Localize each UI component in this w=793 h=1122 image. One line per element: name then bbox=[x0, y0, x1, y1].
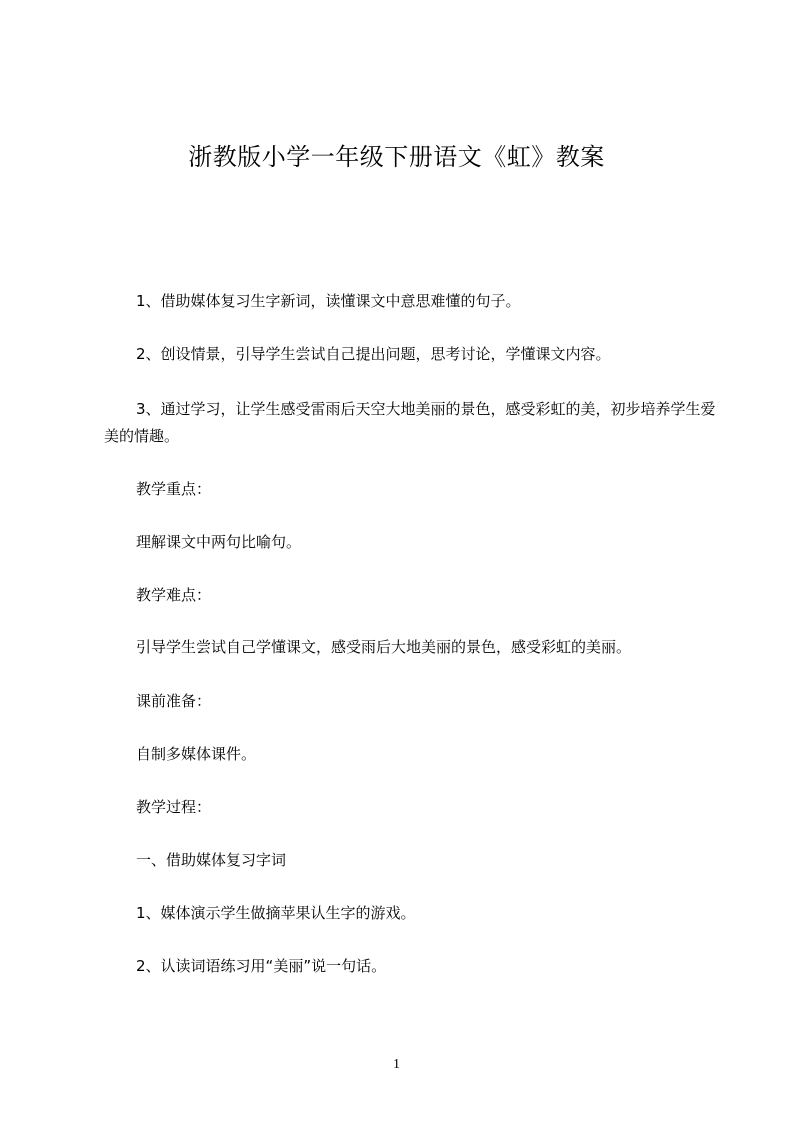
objective-3: 3、通过学习，让学生感受雷雨后天空大地美丽的景色，感受彩虹的美，初步培养学生爱美的情趣。 bbox=[104, 400, 716, 445]
document-title: 浙教版小学一年级下册语文《虹》教案 bbox=[188, 143, 605, 171]
key-points-heading: 教学重点： bbox=[136, 480, 212, 498]
difficulties-text: 引导学生尝试自己学懂课文，感受雨后大地美丽的景色，感受彩虹的美丽。 bbox=[136, 638, 632, 656]
step-2: 2、认读词语练习用“美丽”说一句话。 bbox=[136, 957, 387, 975]
objective-2: 2、创设情景，引导学生尝试自己提出问题，思考讨论，学懂课文内容。 bbox=[136, 345, 611, 363]
preparation-heading: 课前准备： bbox=[136, 692, 212, 710]
process-heading: 教学过程： bbox=[136, 798, 212, 816]
page-number: 1 bbox=[393, 1057, 400, 1072]
section-1-heading: 一、借助媒体复习字词 bbox=[136, 851, 287, 869]
key-points-text: 理解课文中两句比喻句。 bbox=[136, 533, 302, 551]
preparation-text: 自制多媒体课件。 bbox=[136, 745, 257, 763]
objective-1: 1、借助媒体复习生字新词，读懂课文中意思难懂的句子。 bbox=[136, 292, 521, 310]
step-1: 1、媒体演示学生做摘苹果认生字的游戏。 bbox=[136, 904, 416, 922]
difficulties-heading: 教学难点： bbox=[136, 586, 212, 604]
